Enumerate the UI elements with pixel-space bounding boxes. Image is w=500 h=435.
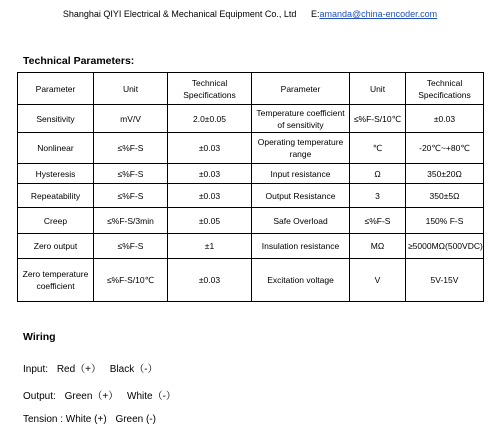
table-cell: ±0.03: [168, 164, 252, 184]
wiring-input-label: Input:: [23, 364, 49, 375]
technical-parameters-title: Technical Parameters:: [23, 55, 135, 67]
column-header: Technical Specifications: [406, 73, 484, 105]
table-cell: ≤%F-S: [350, 208, 406, 234]
column-header: Unit: [350, 73, 406, 105]
table-cell: ≥5000MΩ(500VDC): [406, 234, 484, 259]
table-cell: Excitation voltage: [252, 259, 350, 302]
table-cell: Safe Overload: [252, 208, 350, 234]
table-cell: ±0.03: [168, 184, 252, 208]
table-cell: ≤%F-S/10℃: [94, 259, 168, 302]
wiring-input-negative: Black（-）: [109, 364, 158, 375]
table-cell: Output Resistance: [252, 184, 350, 208]
column-header: Technical Specifications: [168, 73, 252, 105]
column-header: Parameter: [18, 73, 94, 105]
table-row: [18, 259, 484, 302]
wiring-input-line: [23, 360, 164, 375]
table-cell: -20℃~+80℃: [406, 133, 484, 164]
table-cell: MΩ: [350, 234, 406, 259]
table-cell: Temperature coefficient of sensitivity: [252, 105, 350, 133]
table-cell: ≤%F-S: [94, 164, 168, 184]
table-cell: Zero output: [18, 234, 94, 259]
table-row: [18, 105, 484, 133]
table-cell: Insulation resistance: [252, 234, 350, 259]
email-link[interactable]: amanda@china-encoder.com: [319, 9, 438, 19]
table-cell: ≤%F-S: [94, 184, 168, 208]
table-cell: V: [350, 259, 406, 302]
table-cell: 350±20Ω: [406, 164, 484, 184]
table-cell: 2.0±0.05: [168, 105, 252, 133]
table-row: [18, 133, 484, 164]
table-cell: Repeatability: [18, 184, 94, 208]
table-cell: 150% F-S: [406, 208, 484, 234]
table-row: [18, 184, 484, 208]
table-row: [18, 208, 484, 234]
column-header: Parameter: [252, 73, 350, 105]
wiring-input-positive: Red（+）: [56, 364, 101, 375]
table-cell: Nonlinear: [18, 133, 94, 164]
technical-parameters-table: [17, 72, 484, 302]
email-label: E:: [310, 9, 320, 19]
wiring-title: Wiring: [23, 331, 56, 343]
table-cell: ±0.05: [168, 208, 252, 234]
table-cell: ±0.03: [168, 133, 252, 164]
table-cell: Creep: [18, 208, 94, 234]
table-row: [18, 164, 484, 184]
table-cell: Input resistance: [252, 164, 350, 184]
table-row: [18, 234, 484, 259]
table-cell: Hysteresis: [18, 164, 94, 184]
wiring-tension-label: Tension : White (+): [23, 414, 107, 425]
table-cell: ≤%F-S/3min: [94, 208, 168, 234]
wiring-output-positive: Green（+）: [64, 391, 119, 402]
table-cell: Ω: [350, 164, 406, 184]
table-cell: ±0.03: [406, 105, 484, 133]
table-cell: Sensitivity: [18, 105, 94, 133]
table-cell: ≤%F-S: [94, 133, 168, 164]
table-cell: Zero temperature coefficient: [18, 259, 94, 302]
wiring-output-label: Output:: [23, 391, 56, 402]
table-cell: ℃: [350, 133, 406, 164]
table-cell: ≤%F-S/10℃: [350, 105, 406, 133]
wiring-tension-negative: Green (-): [115, 414, 156, 425]
table-cell: ±1: [168, 234, 252, 259]
table-cell: 350±5Ω: [406, 184, 484, 208]
table-cell: 3: [350, 184, 406, 208]
column-header: Unit: [94, 73, 168, 105]
table-header-row: [18, 73, 484, 105]
wiring-tension-line: [23, 414, 162, 425]
company-name: Shanghai QIYI Electrical & Mechanical Equipment Co., Ltd: [62, 9, 297, 19]
table-cell: mV/V: [94, 105, 168, 133]
table-cell: Operating temperature range: [252, 133, 350, 164]
document-header: [0, 9, 500, 19]
table-cell: 5V-15V: [406, 259, 484, 302]
table-cell: ≤%F-S: [94, 234, 168, 259]
table-cell: ±0.03: [168, 259, 252, 302]
wiring-output-negative: White（-）: [127, 391, 176, 402]
wiring-output-line: [23, 387, 182, 402]
